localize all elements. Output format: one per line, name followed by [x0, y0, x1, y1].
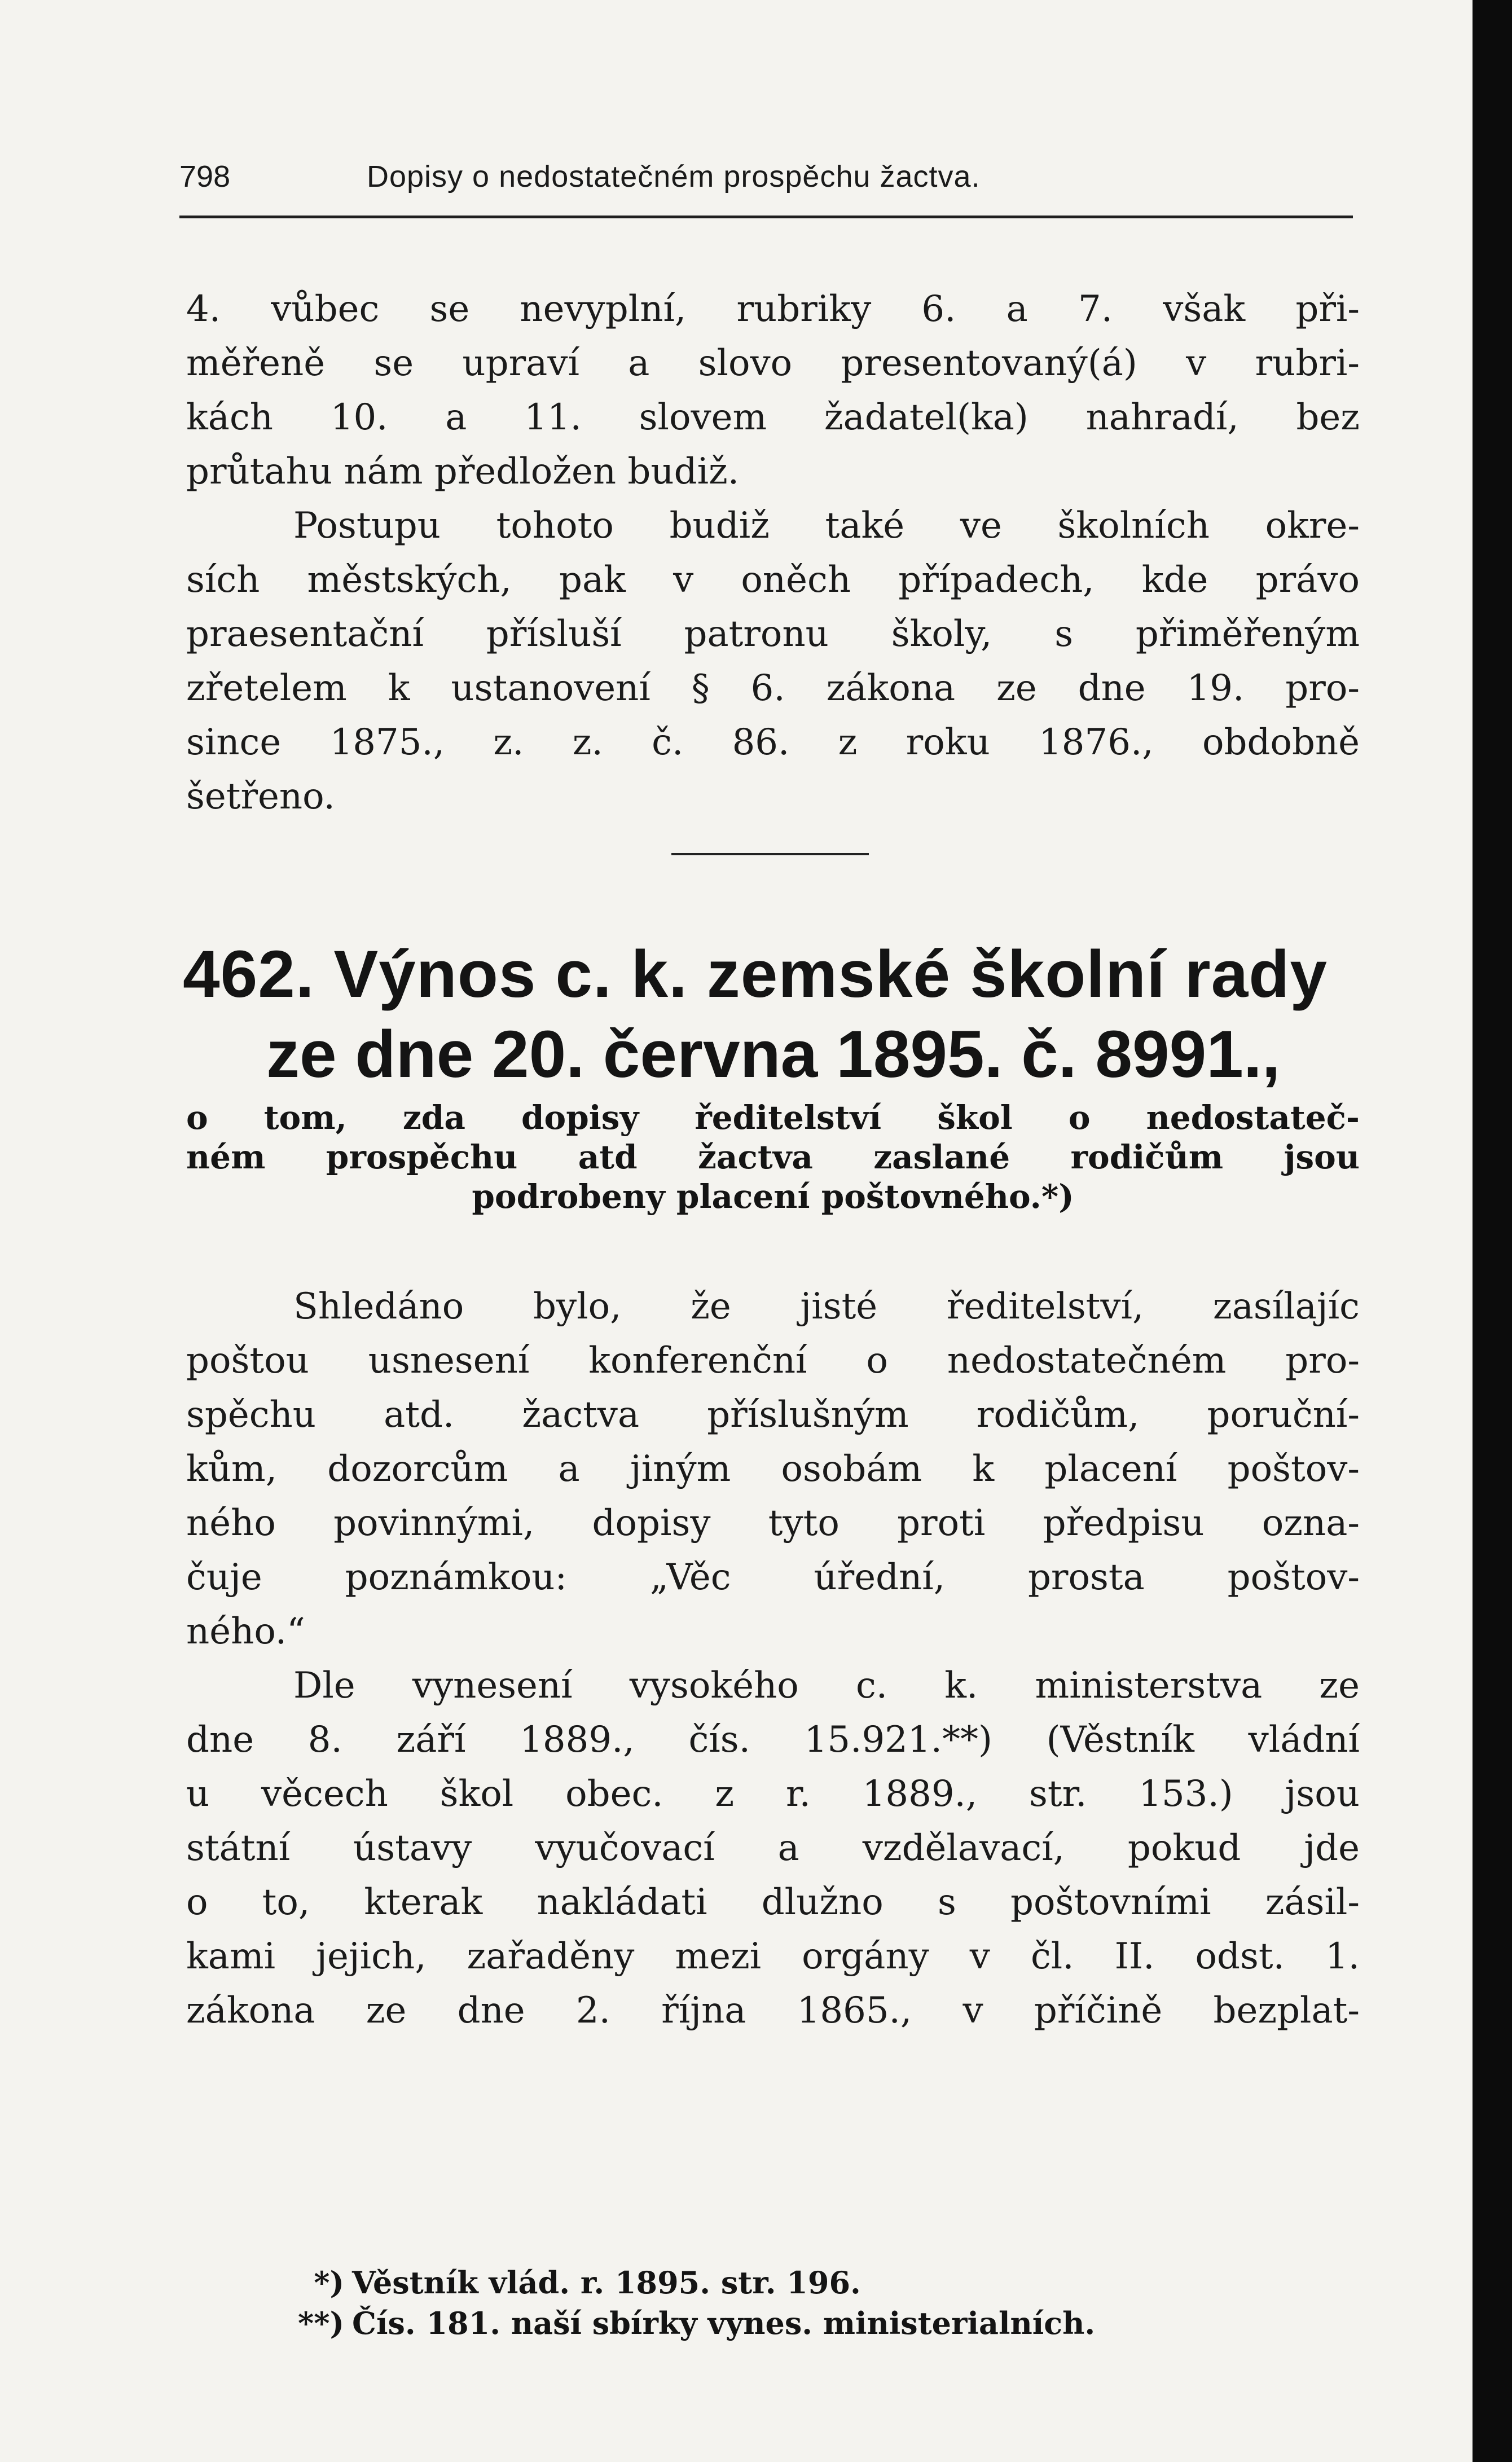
decree-subtitle: [186, 1098, 1360, 1216]
text-line: ného.“: [186, 1611, 305, 1652]
text-line: průtahu nám předložen budiž.: [186, 451, 740, 493]
text-line: kami jejich, zařaděny mezi orgány v čl. II. odst. 1.: [186, 1936, 1360, 1977]
decree-title-line: 462. Výnos c. k. zemské školní rady: [183, 937, 1328, 1012]
paragraph-dle-vyneseni: [186, 1659, 1360, 2038]
decree-heading: [183, 938, 1356, 1091]
footnote: [288, 2262, 1360, 2303]
text-line: Postupu tohoto budiž také ve školních okre-: [293, 505, 1360, 547]
text-line: Dle vynesení vysokého c. k. ministerstva ze: [293, 1665, 1360, 1707]
footnote-text: Věstník vlád. r. 1895. str. 196.: [352, 2265, 861, 2301]
text-line: zákona ze dne 2. října 1865., v příčině bezplat-: [186, 1990, 1360, 2032]
text-line: ného povinnými, dopisy tyto proti předpisu ozna-: [186, 1502, 1360, 1544]
footnotes: [288, 2262, 1360, 2344]
text-line: měřeně se upraví a slovo presentovaný(á) v rubri-: [186, 342, 1360, 384]
page-number: 798: [179, 160, 231, 194]
decree-title-line: ze dne 20. června 1895. č. 8991.,: [266, 1017, 1281, 1092]
text-line: praesentační přísluší patronu školy, s přiměřeným: [186, 613, 1360, 655]
text-line: čuje poznámkou: „Věc úřední, prosta poštov-: [186, 1557, 1360, 1598]
page-edge-shadow: [1473, 0, 1512, 2462]
continuation-paragraph: [186, 282, 1360, 499]
text-line: since 1875., z. z. č. 86. z roku 1876., obdobně: [186, 722, 1360, 763]
footnote-text: Čís. 181. naší sbírky vynes. ministerialních.: [352, 2305, 1096, 2341]
text-line: spěchu atd. žactva příslušným rodičům, poruční-: [186, 1394, 1360, 1436]
text-line: šetřeno.: [186, 776, 335, 817]
running-head: [179, 159, 1364, 204]
text-line: sích městských, pak v oněch případech, kde právo: [186, 559, 1360, 601]
paragraph-postupu: [186, 499, 1360, 824]
text-line: dne 8. září 1889., čís. 15.921.**) (Věstník vládní: [186, 1719, 1360, 1761]
footnote-marker: **): [297, 2305, 344, 2341]
text-line: kách 10. a 11. slovem žadatel(ka) nahradí, bez: [186, 397, 1360, 438]
header-rule: [179, 216, 1353, 218]
text-line: kům, dozorcům a jiným osobám k placení poštov-: [186, 1448, 1360, 1490]
text-line: Shledáno bylo, že jisté ředitelství, zasílajíc: [293, 1286, 1360, 1327]
text-line: státní ústavy vyučovací a vzdělavací, pokud jde: [186, 1827, 1360, 1869]
text-line: o to, kterak nakládati dlužno s poštovními zásil-: [186, 1881, 1360, 1923]
text-line: 4. vůbec se nevyplní, rubriky 6. a 7. však při-: [186, 288, 1360, 330]
subtitle-line: podrobeny placení poštovného.*): [472, 1177, 1074, 1216]
footnote-marker: *): [314, 2265, 344, 2301]
subtitle-line: ném prospěchu atd žactva zaslané rodičům jsou: [186, 1138, 1360, 1176]
section-separator: [671, 853, 869, 855]
text-line: u věcech škol obec. z r. 1889., str. 153.) jsou: [186, 1773, 1360, 1815]
footnote: [288, 2303, 1360, 2344]
subtitle-line: o tom, zda dopisy ředitelství škol o nedostateč-: [186, 1098, 1360, 1137]
paragraph-shledano: [186, 1280, 1360, 1659]
running-title: Dopisy o nedostatečném prospěchu žactva.: [367, 160, 981, 194]
text-line: poštou usnesení konferenční o nedostatečném pro-: [186, 1340, 1360, 1382]
text-line: zřetelem k ustanovení § 6. zákona ze dne 19. pro-: [186, 667, 1360, 709]
